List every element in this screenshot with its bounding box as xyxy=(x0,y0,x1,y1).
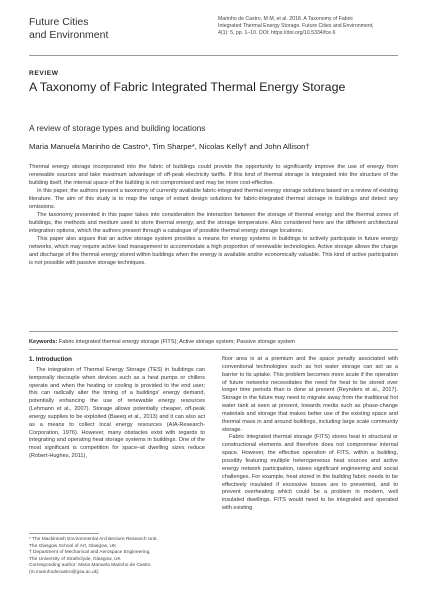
affiliation-2-line2: The University of Strathclyde, Glasgow, UK xyxy=(29,556,121,562)
article-type-tag: REVIEW xyxy=(29,70,59,77)
footnotes xyxy=(29,537,205,577)
keywords-label: Keywords: xyxy=(29,339,58,345)
article-title: A Taxonomy of Fabric Integrated Thermal Energy Storage xyxy=(29,80,346,94)
citation-line2: Integrated Thermal Energy Storage. Future Cities and Environment, xyxy=(218,23,374,29)
abstract-rule-bottom xyxy=(29,349,398,350)
citation-block xyxy=(218,16,400,37)
keywords-text: Fabric integrated thermal energy storage (FITS); Active storage system; Passive storage system xyxy=(58,339,296,345)
body-paragraph: The integration of Thermal Energy Storage (TES) in buildings can temporally decouple when devices such as a heat pumps or chillers operate and when the heating or cooling is provided to the end user; this can radically alter the timing of a buildings' energy demand, potentially enhancing the use of renewable energy resources (Lehmann et al., 2007). Storage allows potentially cheaper, off-peak energy supplies to be exploited (Baeeq et al., 2013) and it can also act as a means to collect local energy resources (AIA-Research-Corporation, 1976). However, many obstacles exist with regards to integrating and operating heat storage systems in buildings. One of the most significant is competition for space–at dwelling sizes reduce (Robert-Hughes, 2011), xyxy=(29,366,205,460)
affiliation-2-line1: † Department of Mechanical and Aerospace Engineering, xyxy=(29,550,151,556)
citation-line1: Marinho de Castro, M M, et al. 2018. A Taxonomy of Fabric xyxy=(218,16,354,22)
body-paragraph: Fabric integrated thermal storage (FITS) stores heat in structural or constructional elements and therefore does not compromise internal space. However, the effective operation of FITS, within a building, possibly featuring multiple heterogeneous heat sources and active energy network participation, raises significant engineering and social challenges. For example, heat stored in the building fabric needs to be effectively insulated if excessive losses are to prevented, and to prevent overheating which could be a problem in modern, well insulated dwellings. FITS would need to be integrated and operated with existing xyxy=(222,434,398,512)
body-column-left xyxy=(29,356,205,461)
abstract-paragraph: The taxonomy presented in this paper takes into consideration the interaction between the storage of thermal energy and the thermal zones of buildings, the methods and medium used to store thermal energy, and the storage temperature. Also considered here are the different architectural integration options, which the authors present through a catalogue of possible thermal energy storage locations. xyxy=(29,212,398,234)
abstract xyxy=(29,163,398,267)
affiliation-1-line1: * The Mackintosh Environmental Architecture Research Unit, xyxy=(29,537,158,542)
abstract-paragraph: Thermal energy storage incorporated into the fabric of buildings could provide the opportunity to significantly improve the use of energy from renewable sources and take maximum advantage of off-peak electricity tariffs. If this kind of thermal storage is integrated into the structure of the building itself, the internal space of the building is not compromised and may be more cost-effective. xyxy=(29,164,398,186)
journal-name-line2: and Environment xyxy=(29,29,109,41)
journal-name-line1: Future Cities xyxy=(29,16,89,28)
corresponding-author: Corresponding author: Maria Manuela Marinho de Castro xyxy=(29,563,151,569)
journal-name xyxy=(29,16,108,42)
header-rule xyxy=(29,55,398,56)
body-column-right xyxy=(222,356,398,513)
section-heading: 1. Introduction xyxy=(29,356,72,363)
abstract-paragraph: This paper also argues that an active storage system provides a means for energy systems in buildings to actively participate in future energy networks, which may require active load management to accommodate a high proportion of renewable technologies. Active storage allows the charge and discharge of the thermal energy stored within buildings when the energy is available and/or economically valuable. This kind of active participation is not possible with passive storage techniques. xyxy=(29,236,398,266)
abstract-paragraph: In this paper, the authors present a taxonomy of currently available fabric-integrated thermal energy storage solutions based on a review of existing literature. The aim of this study is to map the range of extant design solutions for fabric-integrated thermal storage in buildings and detect any omissions. xyxy=(29,188,398,210)
article-subtitle: A review of storage types and building locations xyxy=(29,123,206,133)
abstract-rule-top xyxy=(29,331,398,332)
citation-line3[interactable]: 4(1): 5, pp. 1–10. DOI: https://doi.org/10.5334/fce.6 xyxy=(218,30,336,36)
corresponding-email[interactable]: (m.marinhodecastro@gsa.ac.uk) xyxy=(29,569,99,575)
keywords xyxy=(29,338,398,346)
body-paragraph: floor area is at a premium and the space penalty associated with conventional technologies such as hot water storage can act as a barrier to its uptake. This problem becomes more acute if the operation of future networks necessitates the need for heat to be stored over longer time periods than is done at present (Reynders et al., 2017). Storage in the future may need to migrate away from the traditional hot water tank at seen at present, towards media such as phase-change materials and storage that makes better use of the existing space and thermal mass in and around buildings, including large scale community storage. xyxy=(222,356,398,433)
footnote-rule xyxy=(29,533,99,534)
affiliation-1-line2: The Glasgow School of Art, Glasgow, UK xyxy=(29,543,117,549)
author-list: Maria Manuela Marinho de Castro*, Tim Sharpe*, Nicolas Kelly† and John Allison† xyxy=(29,142,310,151)
